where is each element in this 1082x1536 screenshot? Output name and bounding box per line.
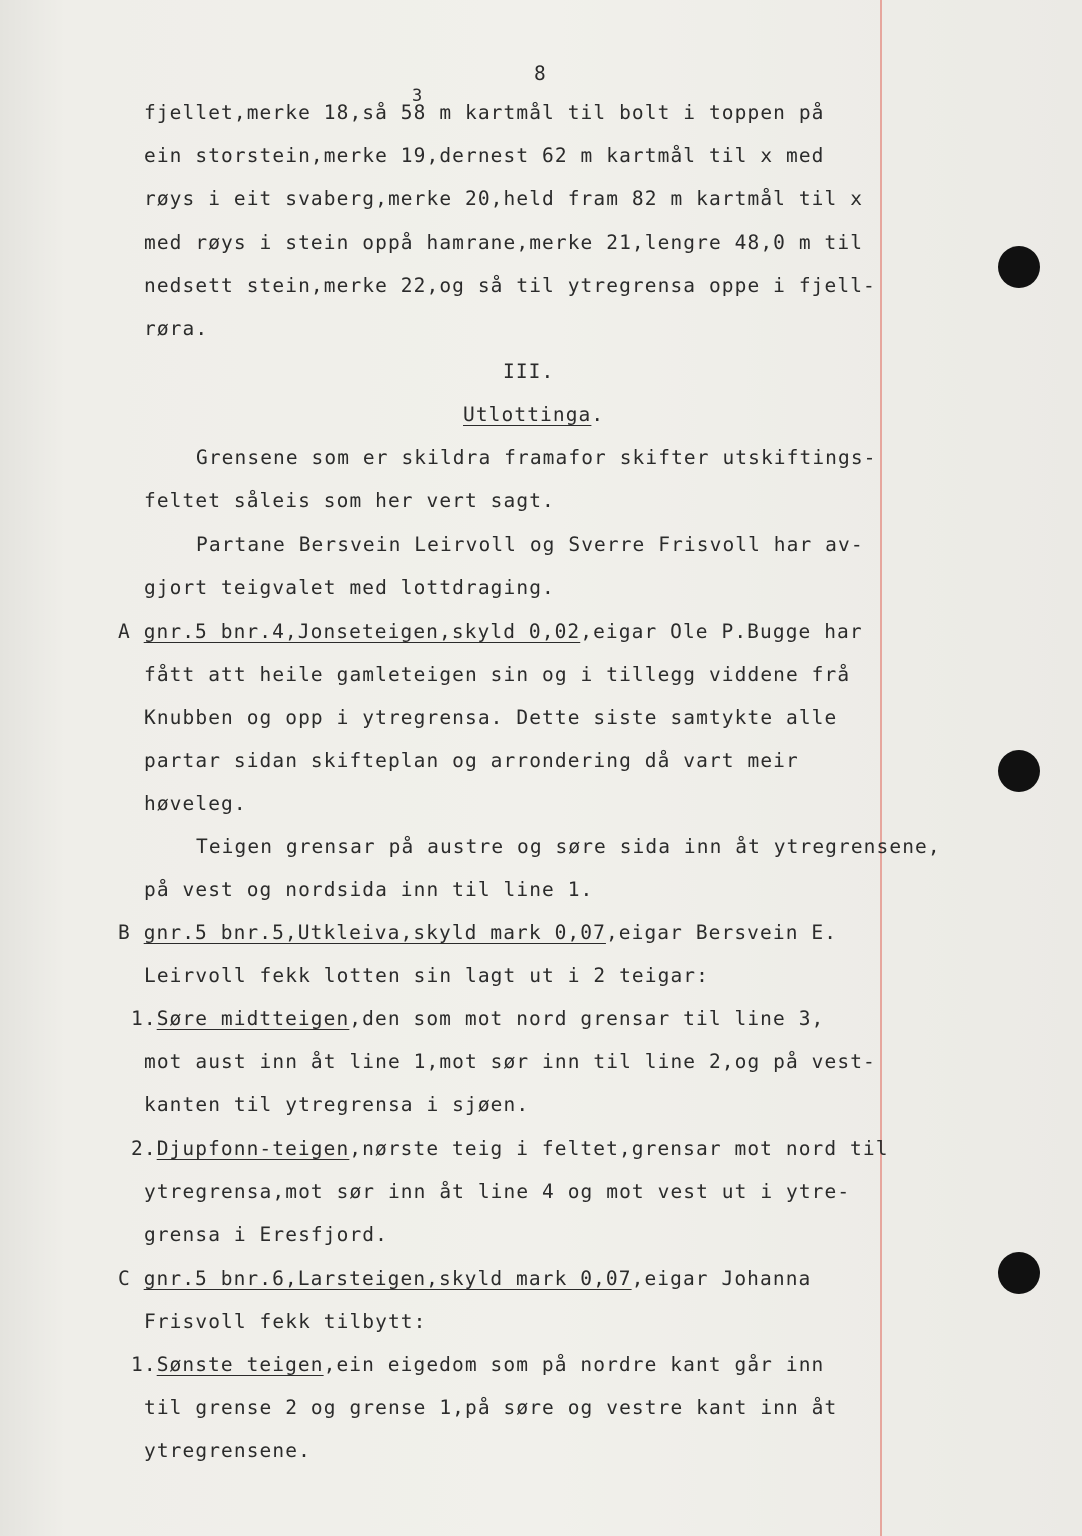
- text-segment: ein storstein,merke 19,dernest 62 m kartmål til x med: [144, 144, 825, 167]
- text-segment: Knubben og opp i ytregrensa. Dette siste samtykte alle: [144, 706, 838, 729]
- text-segment: Frisvoll fekk tilbytt:: [144, 1310, 427, 1333]
- text-line: [196, 446, 877, 470]
- text-line: [144, 964, 709, 988]
- text-segment: ytregrensa,mot sør inn åt line 4 og mot vest ut i ytre-: [144, 1180, 851, 1203]
- text-segment: Leirvoll fekk lotten sin lagt ut i 2 teigar:: [144, 964, 709, 987]
- underlined-text: Sønste teigen: [156, 1353, 324, 1376]
- text-line: [144, 878, 593, 902]
- text-segment: til grense 2 og grense 1,på søre og vestre kant inn åt: [144, 1396, 838, 1419]
- text-segment: Grensene som er skildra framafor skifter utskiftings-: [196, 446, 877, 469]
- underlined-text: Utlottinga: [463, 403, 592, 426]
- punch-hole: [998, 246, 1040, 288]
- text-line: [144, 231, 863, 255]
- text-line: [144, 576, 555, 600]
- underlined-text: Djupfonn-teigen: [156, 1137, 350, 1160]
- text-line: [196, 533, 864, 557]
- text-line: [503, 360, 554, 384]
- text-segment: på vest og nordsida inn til line 1.: [144, 878, 594, 901]
- text-segment: 1.: [131, 1353, 157, 1376]
- margin-rule: [880, 0, 882, 1536]
- text-line: [131, 1353, 824, 1377]
- text-segment: fått att heile gamleteigen sin og i tillegg viddene frå: [144, 663, 851, 686]
- text-line: [118, 620, 863, 644]
- text-segment: med røys i stein oppå hamrane,merke 21,lengre 48,0 m til: [144, 231, 864, 254]
- text-line: [463, 403, 604, 427]
- text-segment: Teigen grensar på austre og søre sida inn åt ytregrensene,: [196, 835, 941, 858]
- text-line: [144, 1223, 388, 1247]
- handwritten-correction: 3: [412, 86, 423, 106]
- punch-hole: [998, 750, 1040, 792]
- text-line: [118, 921, 837, 945]
- text-segment: C: [118, 1267, 144, 1290]
- text-line: [144, 706, 837, 730]
- text-segment: feltet såleis som her vert sagt.: [144, 489, 555, 512]
- text-segment: ,eigar Ole P.Bugge har: [580, 620, 863, 643]
- text-line: [144, 1050, 876, 1074]
- underlined-text: gnr.5 bnr.6,Larsteigen,skyld mark 0,07: [143, 1267, 632, 1290]
- underlined-text: gnr.5 bnr.5,Utkleiva,skyld mark 0,07: [143, 921, 606, 944]
- text-line: [144, 144, 825, 168]
- text-line: [131, 1137, 889, 1161]
- text-segment: kanten til ytregrensa i sjøen.: [144, 1093, 530, 1116]
- text-line: [131, 1007, 824, 1031]
- text-line: [144, 749, 799, 773]
- text-segment: .: [591, 403, 605, 426]
- text-line: [144, 1093, 529, 1117]
- text-line: [144, 1310, 426, 1334]
- text-line: [144, 1439, 311, 1463]
- text-line: [144, 1396, 837, 1420]
- text-line: [144, 489, 555, 513]
- text-segment: ytregrensene.: [144, 1439, 311, 1462]
- text-segment: fjellet,merke 18,så 58 m kartmål til bolt i toppen på: [144, 101, 825, 124]
- text-segment: grensa i Eresfjord.: [144, 1223, 388, 1246]
- text-segment: røys i eit svaberg,merke 20,held fram 82 m kartmål til x: [144, 187, 864, 210]
- underlined-text: Søre midtteigen: [156, 1007, 350, 1030]
- text-segment: B: [118, 921, 144, 944]
- text-segment: 1.: [131, 1007, 157, 1030]
- text-segment: 2.: [131, 1137, 157, 1160]
- underlined-text: gnr.5 bnr.4,Jonseteigen,skyld 0,02: [143, 620, 581, 643]
- text-segment: ,den som mot nord grensar til line 3,: [349, 1007, 825, 1030]
- text-line: [118, 1267, 811, 1291]
- text-line: [196, 835, 941, 859]
- text-segment: ,nørste teig i feltet,grensar mot nord til: [349, 1137, 889, 1160]
- text-segment: røra.: [144, 317, 209, 340]
- text-segment: partar sidan skifteplan og arrondering då vart meir: [144, 749, 799, 772]
- text-line: [144, 317, 208, 341]
- text-line: [144, 101, 825, 125]
- text-segment: III.: [503, 360, 555, 383]
- text-line: [144, 792, 247, 816]
- text-segment: Partane Bersvein Leirvoll og Sverre Frisvoll har av-: [196, 533, 864, 556]
- text-segment: ,ein eigedom som på nordre kant går inn: [323, 1353, 825, 1376]
- text-line: [144, 663, 850, 687]
- page-number: 8: [534, 62, 547, 85]
- text-segment: høveleg.: [144, 792, 247, 815]
- text-line: [144, 274, 876, 298]
- punch-hole: [998, 1252, 1040, 1294]
- text-segment: A: [118, 620, 144, 643]
- text-segment: ,eigar Bersvein E.: [605, 921, 838, 944]
- text-segment: ,eigar Johanna: [631, 1267, 812, 1290]
- text-segment: nedsett stein,merke 22,og så til ytregrensa oppe i fjell-: [144, 274, 876, 297]
- text-line: [144, 1180, 850, 1204]
- text-segment: mot aust inn åt line 1,mot sør inn til line 2,og på vest-: [144, 1050, 876, 1073]
- text-segment: gjort teigvalet med lottdraging.: [144, 576, 555, 599]
- text-line: [144, 187, 863, 211]
